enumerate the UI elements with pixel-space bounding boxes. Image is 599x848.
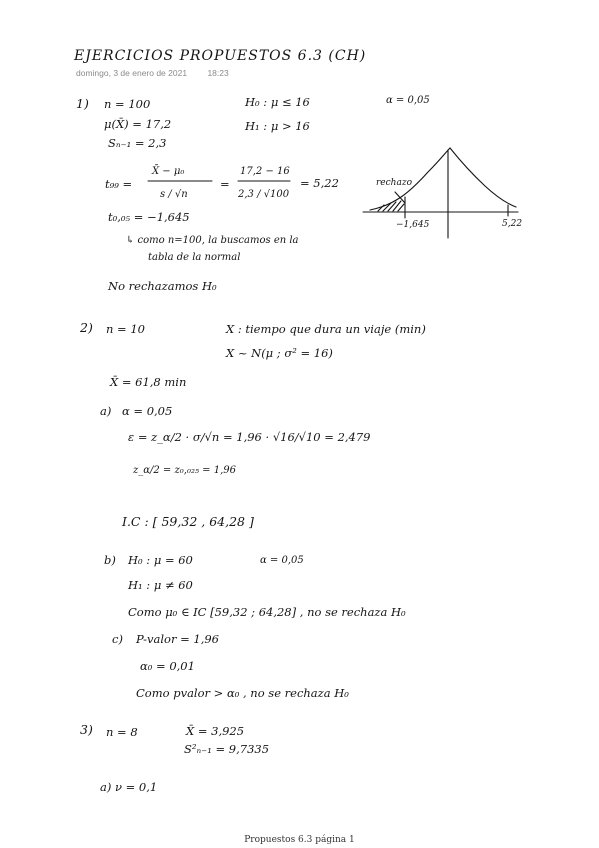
- ex2-mean: X̄ = 61,8 min: [110, 375, 187, 389]
- ex3-n: n = 8: [106, 725, 138, 739]
- ex3-mean: X̄ = 3,925: [186, 724, 245, 738]
- ex1-s: Sₙ₋₁ = 2,3: [108, 136, 167, 150]
- ex1-t-denominator: s / √n: [160, 189, 188, 200]
- ex2-b-conclusion: Como μ₀ ∈ IC [59,32 ; 64,28] , no se rechaza H₀: [128, 605, 406, 619]
- ex2-b-label: b): [104, 553, 116, 567]
- ex2-c-pvalue: P-valor = 1,96: [136, 632, 219, 646]
- rejection-label: rechazo: [376, 178, 412, 188]
- ex1-number: 1): [76, 96, 89, 111]
- ex2-a-alpha: α = 0,05: [122, 404, 173, 418]
- ex2-b-h1: H₁ : μ ≠ 60: [128, 578, 193, 592]
- ex1-t-result: = 5,22: [300, 176, 339, 190]
- rejection-arrow: [395, 192, 405, 203]
- left-tick-label: −1,645: [396, 220, 430, 230]
- ex3-variance: S²ₙ₋₁ = 9,7335: [184, 742, 270, 756]
- ex1-critical-value: t₀,₀₅ = −1,645: [108, 210, 190, 224]
- ex3-a: a) ν = 0,1: [100, 780, 158, 794]
- ex1-note-line2: tabla de la normal: [148, 252, 241, 263]
- ex1-t-denominator-values: 2,3 / √100: [238, 189, 290, 200]
- page-date: domingo, 3 de enero de 2021: [76, 68, 188, 78]
- ex2-distribution: X ~ N(μ ; σ² = 16): [226, 346, 333, 360]
- ex1-h1: H₁ : μ > 16: [245, 119, 310, 133]
- ex1-t-numerator-values: 17,2 − 16: [240, 166, 290, 177]
- ex2-confidence-interval: I.C : [ 59,32 , 64,28 ]: [122, 514, 254, 529]
- ex1-h0: H₀ : μ ≤ 16: [245, 95, 310, 109]
- ex2-a-label: a): [100, 404, 112, 418]
- right-tick-label: 5,22: [502, 219, 523, 229]
- ex2-c-alpha: α₀ = 0,01: [140, 659, 195, 673]
- ex2-b-h0: H₀ : μ = 60: [128, 553, 193, 567]
- ex2-number: 2): [80, 320, 93, 335]
- rejection-hatch: [378, 201, 404, 211]
- ex1-alpha: α = 0,05: [386, 95, 430, 106]
- ex1-mean: μ(X̄) = 17,2: [104, 117, 172, 131]
- ex3-number: 3): [80, 722, 93, 737]
- ex1-t-numerator: X̄ − μ₀: [152, 166, 185, 177]
- ex2-n: n = 10: [106, 322, 145, 336]
- page-footer: Propuestos 6.3 página 1: [244, 835, 355, 845]
- ex2-variable: X : tiempo que dura un viaje (min): [226, 322, 426, 336]
- ex1-t-lhs: t₉₉ =: [105, 177, 133, 191]
- ex2-z-value: z_α/2 = z₀,₀₂₅ = 1,96: [133, 465, 236, 476]
- ex1-conclusion: No rechazamos H₀: [108, 279, 217, 293]
- ex1-n: n = 100: [104, 97, 151, 111]
- ex2-c-label: c): [112, 632, 123, 646]
- ex2-c-conclusion: Como pvalor > α₀ , no se rechaza H₀: [136, 686, 349, 700]
- ex1-note-line1: ↳ como n=100, la buscamos en la: [126, 235, 299, 246]
- page-time: 18:23: [207, 68, 229, 78]
- page-title: EJERCICIOS PROPUESTOS 6.3 (CH): [74, 48, 367, 64]
- ex2-b-alpha: α = 0,05: [260, 555, 304, 566]
- ex2-margin-of-error: ε = z_α/2 · σ/√n = 1,96 · √16/√10 = 2,479: [128, 430, 371, 444]
- ex1-equals: =: [220, 177, 230, 191]
